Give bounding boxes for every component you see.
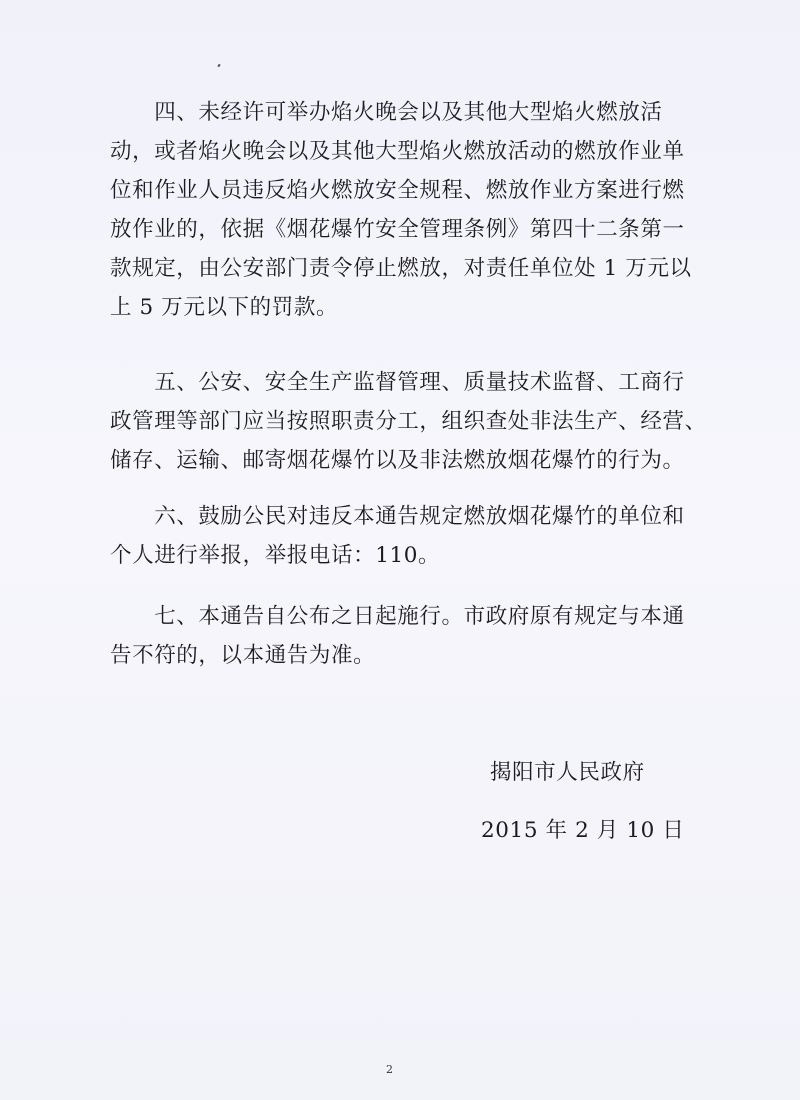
text-line: 放作业的，依据《烟花爆竹安全管理条例》第四十二条第一: [110, 217, 685, 242]
issuer-signature: 揭阳市人民政府: [490, 760, 645, 785]
scan-speck: [217, 64, 220, 68]
text-line: 七、本通告自公布之日起施行。市政府原有规定与本通: [110, 604, 685, 629]
text-line: 款规定，由公安部门责令停止燃放，对责任单位处 1 万元以: [110, 256, 692, 281]
text-line: 政管理等部门应当按照职责分工，组织查处非法生产、经营、: [110, 409, 707, 434]
paragraph-article-6: [110, 497, 685, 575]
text-line: 储存、运输、邮寄烟花爆竹以及非法燃放烟花爆竹的行为。: [110, 448, 685, 473]
text-line: 五、公安、安全生产监督管理、质量技术监督、工商行: [110, 370, 685, 395]
paragraph-article-5: [110, 363, 707, 480]
text-line: 个人进行举报，举报电话：110。: [110, 543, 441, 568]
text-line: 位和作业人员违反焰火燃放安全规程、燃放作业方案进行燃: [110, 178, 685, 203]
paragraph-article-4: [110, 93, 692, 327]
text-line: 告不符的，以本通告为准。: [110, 643, 376, 668]
text-line: 四、未经许可举办焰火晚会以及其他大型焰火燃放活: [110, 100, 663, 125]
text-line: 动，或者焰火晚会以及其他大型焰火燃放活动的燃放作业单: [110, 139, 685, 164]
text-line: 上 5 万元以下的罚款。: [110, 295, 339, 320]
issue-date: 2015 年 2 月 10 日: [481, 818, 685, 843]
page-number: 2: [386, 1063, 393, 1076]
text-line: 六、鼓励公民对违反本通告规定燃放烟花爆竹的单位和: [110, 504, 685, 529]
paragraph-article-7: [110, 597, 685, 675]
